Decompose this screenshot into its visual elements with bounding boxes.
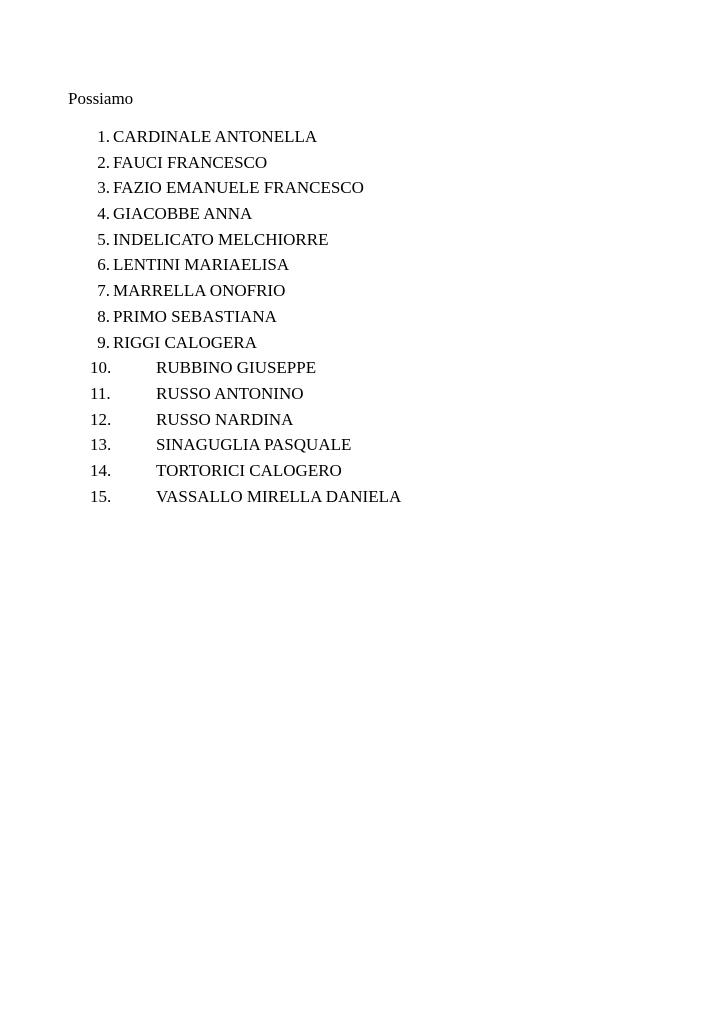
list-item-name: LENTINI MARIAELISA — [113, 255, 290, 275]
list-item-number: 11. — [90, 383, 111, 403]
list-item-number: 9. — [97, 332, 110, 352]
list-item-name: MARRELLA ONOFRIO — [113, 281, 286, 301]
list-item-name: VASSALLO MIRELLA DANIELA — [156, 486, 402, 506]
list-item-name: FAUCI FRANCESCO — [113, 152, 268, 172]
list-item-number: 8. — [97, 306, 110, 326]
list-item-number: 14. — [90, 460, 112, 480]
list-item-number: 6. — [97, 255, 110, 275]
list-item-name: CARDINALE ANTONELLA — [113, 127, 318, 146]
list-item-number: 12. — [90, 409, 112, 429]
list-item-name: GIACOBBE ANNA — [113, 204, 253, 224]
list-item-name: RUSSO NARDINA — [156, 409, 294, 429]
list-item-name: RIGGI CALOGERA — [113, 332, 258, 352]
list-item-number: 7. — [97, 281, 110, 301]
list-item-name: TORTORICI CALOGERO — [156, 460, 342, 480]
list-item-name: INDELICATO MELCHIORRE — [113, 229, 329, 249]
list-item-name: FAZIO EMANUELE FRANCESCO — [113, 178, 364, 198]
list-item-number: 13. — [90, 435, 112, 455]
list-item-number: 2. — [97, 152, 110, 172]
list-item-number: 10. — [90, 358, 112, 378]
list-item-name: RUBBINO GIUSEPPE — [156, 358, 317, 378]
list-item-name: PRIMO SEBASTIANA — [113, 306, 277, 326]
document-heading: Possiamo — [68, 89, 134, 108]
list-item-name: SINAGUGLIA PASQUALE — [156, 435, 352, 455]
list-item-name: RUSSO ANTONINO — [156, 383, 304, 403]
list-item-number: 4. — [97, 204, 110, 224]
list-item-number: 5. — [97, 229, 110, 249]
list-item-number: 15. — [90, 486, 112, 506]
list-item-number: 3. — [97, 178, 110, 198]
list-item-number: 1. — [97, 127, 110, 146]
